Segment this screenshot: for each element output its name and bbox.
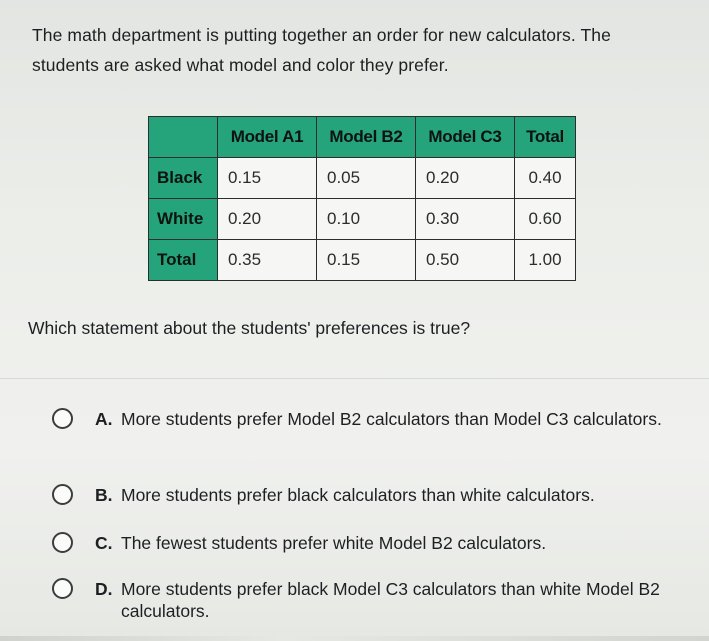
table-cell: 0.20 — [218, 199, 317, 240]
section-divider — [0, 378, 709, 379]
table-cell: 0.30 — [416, 199, 515, 240]
row-header: White — [149, 199, 218, 240]
column-header: Model A1 — [218, 117, 317, 158]
prompt-line-1: The math department is putting together an order for new calculators. The — [32, 25, 611, 45]
table-cell: 0.20 — [416, 158, 515, 199]
radio-circle-icon[interactable] — [52, 408, 73, 429]
table-cell-total: 0.60 — [515, 199, 576, 240]
table-cell: 0.50 — [416, 240, 515, 281]
radio-circle-icon[interactable] — [52, 532, 73, 553]
prompt-line-2: students are asked what model and color they prefer. — [32, 55, 449, 75]
option-letter: D. — [95, 579, 113, 599]
question-prompt — [32, 20, 692, 80]
option-letter: B. — [95, 485, 113, 505]
table-header-row — [149, 117, 576, 158]
column-header: Model C3 — [416, 117, 515, 158]
row-header: Total — [149, 240, 218, 281]
option-text: The fewest students prefer white Model B2 calculators. — [121, 533, 547, 553]
radio-circle-icon[interactable] — [52, 578, 73, 599]
answer-option-c[interactable] — [52, 532, 702, 554]
column-header: Total — [515, 117, 576, 158]
column-header: Model B2 — [317, 117, 416, 158]
option-text: More students prefer black calculators than white calculators. — [121, 485, 595, 505]
bottom-edge — [0, 636, 709, 641]
table-row — [149, 240, 576, 281]
option-letter: A. — [95, 409, 113, 429]
table-cell-total: 1.00 — [515, 240, 576, 281]
table-row — [149, 199, 576, 240]
table-cell: 0.15 — [218, 158, 317, 199]
answer-option-b[interactable] — [52, 484, 702, 506]
table-row — [149, 158, 576, 199]
radio-circle-icon[interactable] — [52, 484, 73, 505]
table-cell: 0.15 — [317, 240, 416, 281]
option-text: More students prefer black Model C3 calculators than white Model B2 calculators. — [121, 579, 660, 621]
option-letter: C. — [95, 533, 113, 553]
question-text: Which statement about the students' preferences is true? — [28, 318, 471, 338]
table-cell: 0.05 — [317, 158, 416, 199]
row-header: Black — [149, 158, 218, 199]
answer-option-d[interactable] — [52, 578, 702, 622]
answer-option-a[interactable] — [52, 408, 702, 430]
table-corner-cell — [149, 117, 218, 158]
table-cell: 0.10 — [317, 199, 416, 240]
table-cell-total: 0.40 — [515, 158, 576, 199]
table-cell: 0.35 — [218, 240, 317, 281]
probability-table — [148, 116, 576, 281]
option-text: More students prefer Model B2 calculators than Model C3 calculators. — [121, 409, 662, 429]
